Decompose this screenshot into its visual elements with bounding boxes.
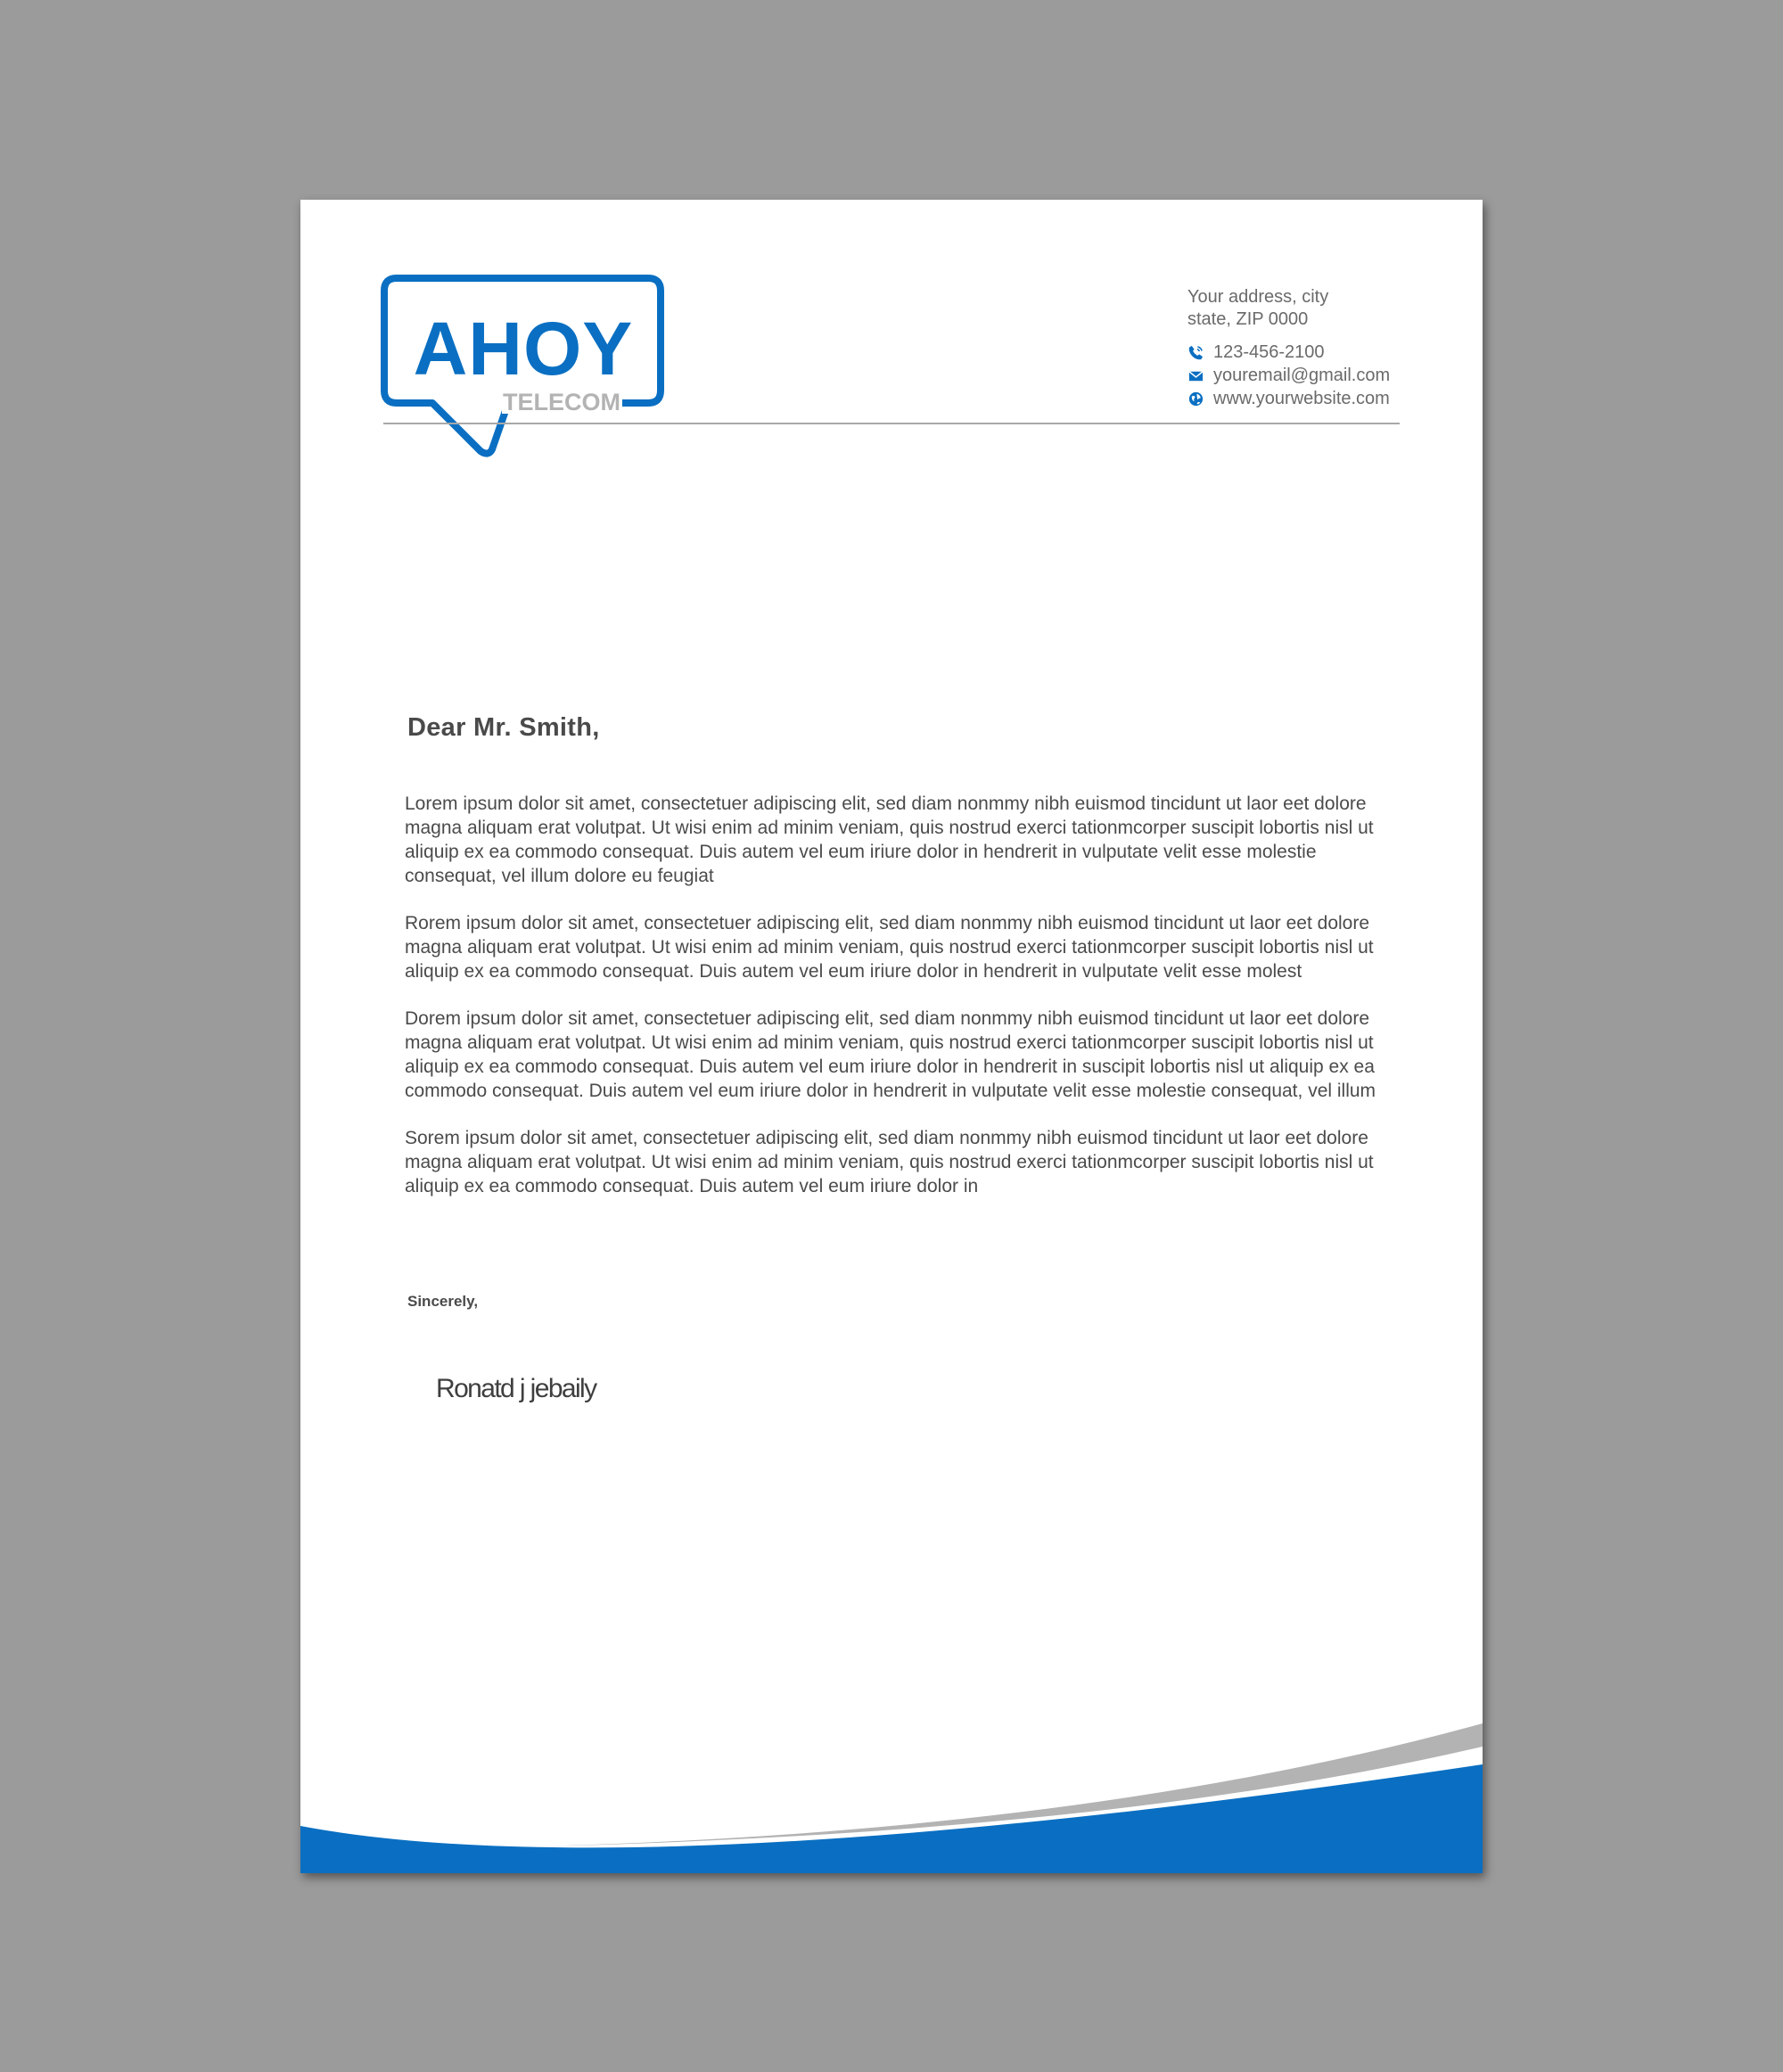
header-divider [383, 423, 1400, 424]
address-line-2: state, ZIP 0000 [1187, 309, 1309, 329]
speech-bubble-logo-icon [381, 276, 666, 459]
contact-phone-row [1187, 341, 1473, 364]
body-paragraph-4: Sorem ipsum dolor sit amet, consectetuer adipiscing elit, sed diam nonmmy nibh euismod tincidunt ut laor eet dolore magna aliquam erat volutpat. Ut wisi enim ad minim veniam, quis nostrud exerci tationmcorper suscipit lobortis nisl ut aliquip ex ea commodo consequat. Duis autem vel eum iriure dolor in [405, 1128, 1374, 1196]
letter-salutation: Dear Mr. Smith, [407, 713, 600, 742]
letter-body [405, 792, 1381, 1221]
globe-icon [1187, 391, 1204, 407]
ahoy-telecom-logo [381, 276, 666, 459]
letter-closing: Sincerely, [407, 1293, 479, 1310]
body-paragraph-1: Lorem ipsum dolor sit amet, consectetuer adipiscing elit, sed diam nonmmy nibh euismod tincidunt ut laor eet dolore magna aliquam erat volutpat. Ut wisi enim ad minim veniam, quis nostrud exerci tationmcorper suscipit lobortis nisl ut aliquip ex ea commodo consequat. Duis autem vel eum iriure dolor in hendrerit in vulputate velit esse molestie consequat, vel illum dolore eu feugiat [405, 793, 1374, 886]
letterhead-page [300, 200, 1483, 1873]
body-paragraph-2: Rorem ipsum dolor sit amet, consectetuer adipiscing elit, sed diam nonmmy nibh euismod tincidunt ut laor eet dolore magna aliquam erat volutpat. Ut wisi enim ad minim veniam, quis nostrud exerci tationmcorper suscipit lobortis nisl ut aliquip ex ea commodo consequat. Duis autem vel eum iriure dolor in hendrerit in vulputate velit esse molest [405, 913, 1374, 982]
envelope-icon [1187, 367, 1204, 384]
letter-signature: Ronatd j jebaily [436, 1374, 596, 1403]
address-line-1: Your address, city [1187, 287, 1329, 307]
phone-icon [1187, 344, 1204, 361]
contact-email[interactable]: youremail@gmail.com [1213, 365, 1391, 385]
contact-website-row [1187, 387, 1473, 410]
contact-block [1187, 286, 1473, 410]
footer-wave-decoration [300, 1715, 1483, 1873]
contact-email-row [1187, 364, 1473, 387]
body-paragraph-3: Dorem ipsum dolor sit amet, consectetuer adipiscing elit, sed diam nonmmy nibh euismod tincidunt ut laor eet dolore magna aliquam erat volutpat. Ut wisi enim ad minim veniam, quis nostrud exerci tationmcorper suscipit lobortis nisl ut aliquip ex ea commodo consequat. Duis autem vel eum iriure dolor in hendrerit in suscipit lobortis nisl ut aliquip ex ea commodo consequat. Duis autem vel eum iriure dolor in hendrerit in vulputate velit esse molestie consequat, vel illum [405, 1008, 1376, 1101]
contact-phone[interactable]: 123-456-2100 [1213, 341, 1325, 362]
contact-website[interactable]: www.yourwebsite.com [1213, 388, 1390, 408]
logo-wordmark: AHOY [413, 307, 634, 391]
logo-tagline: TELECOM [503, 389, 620, 415]
